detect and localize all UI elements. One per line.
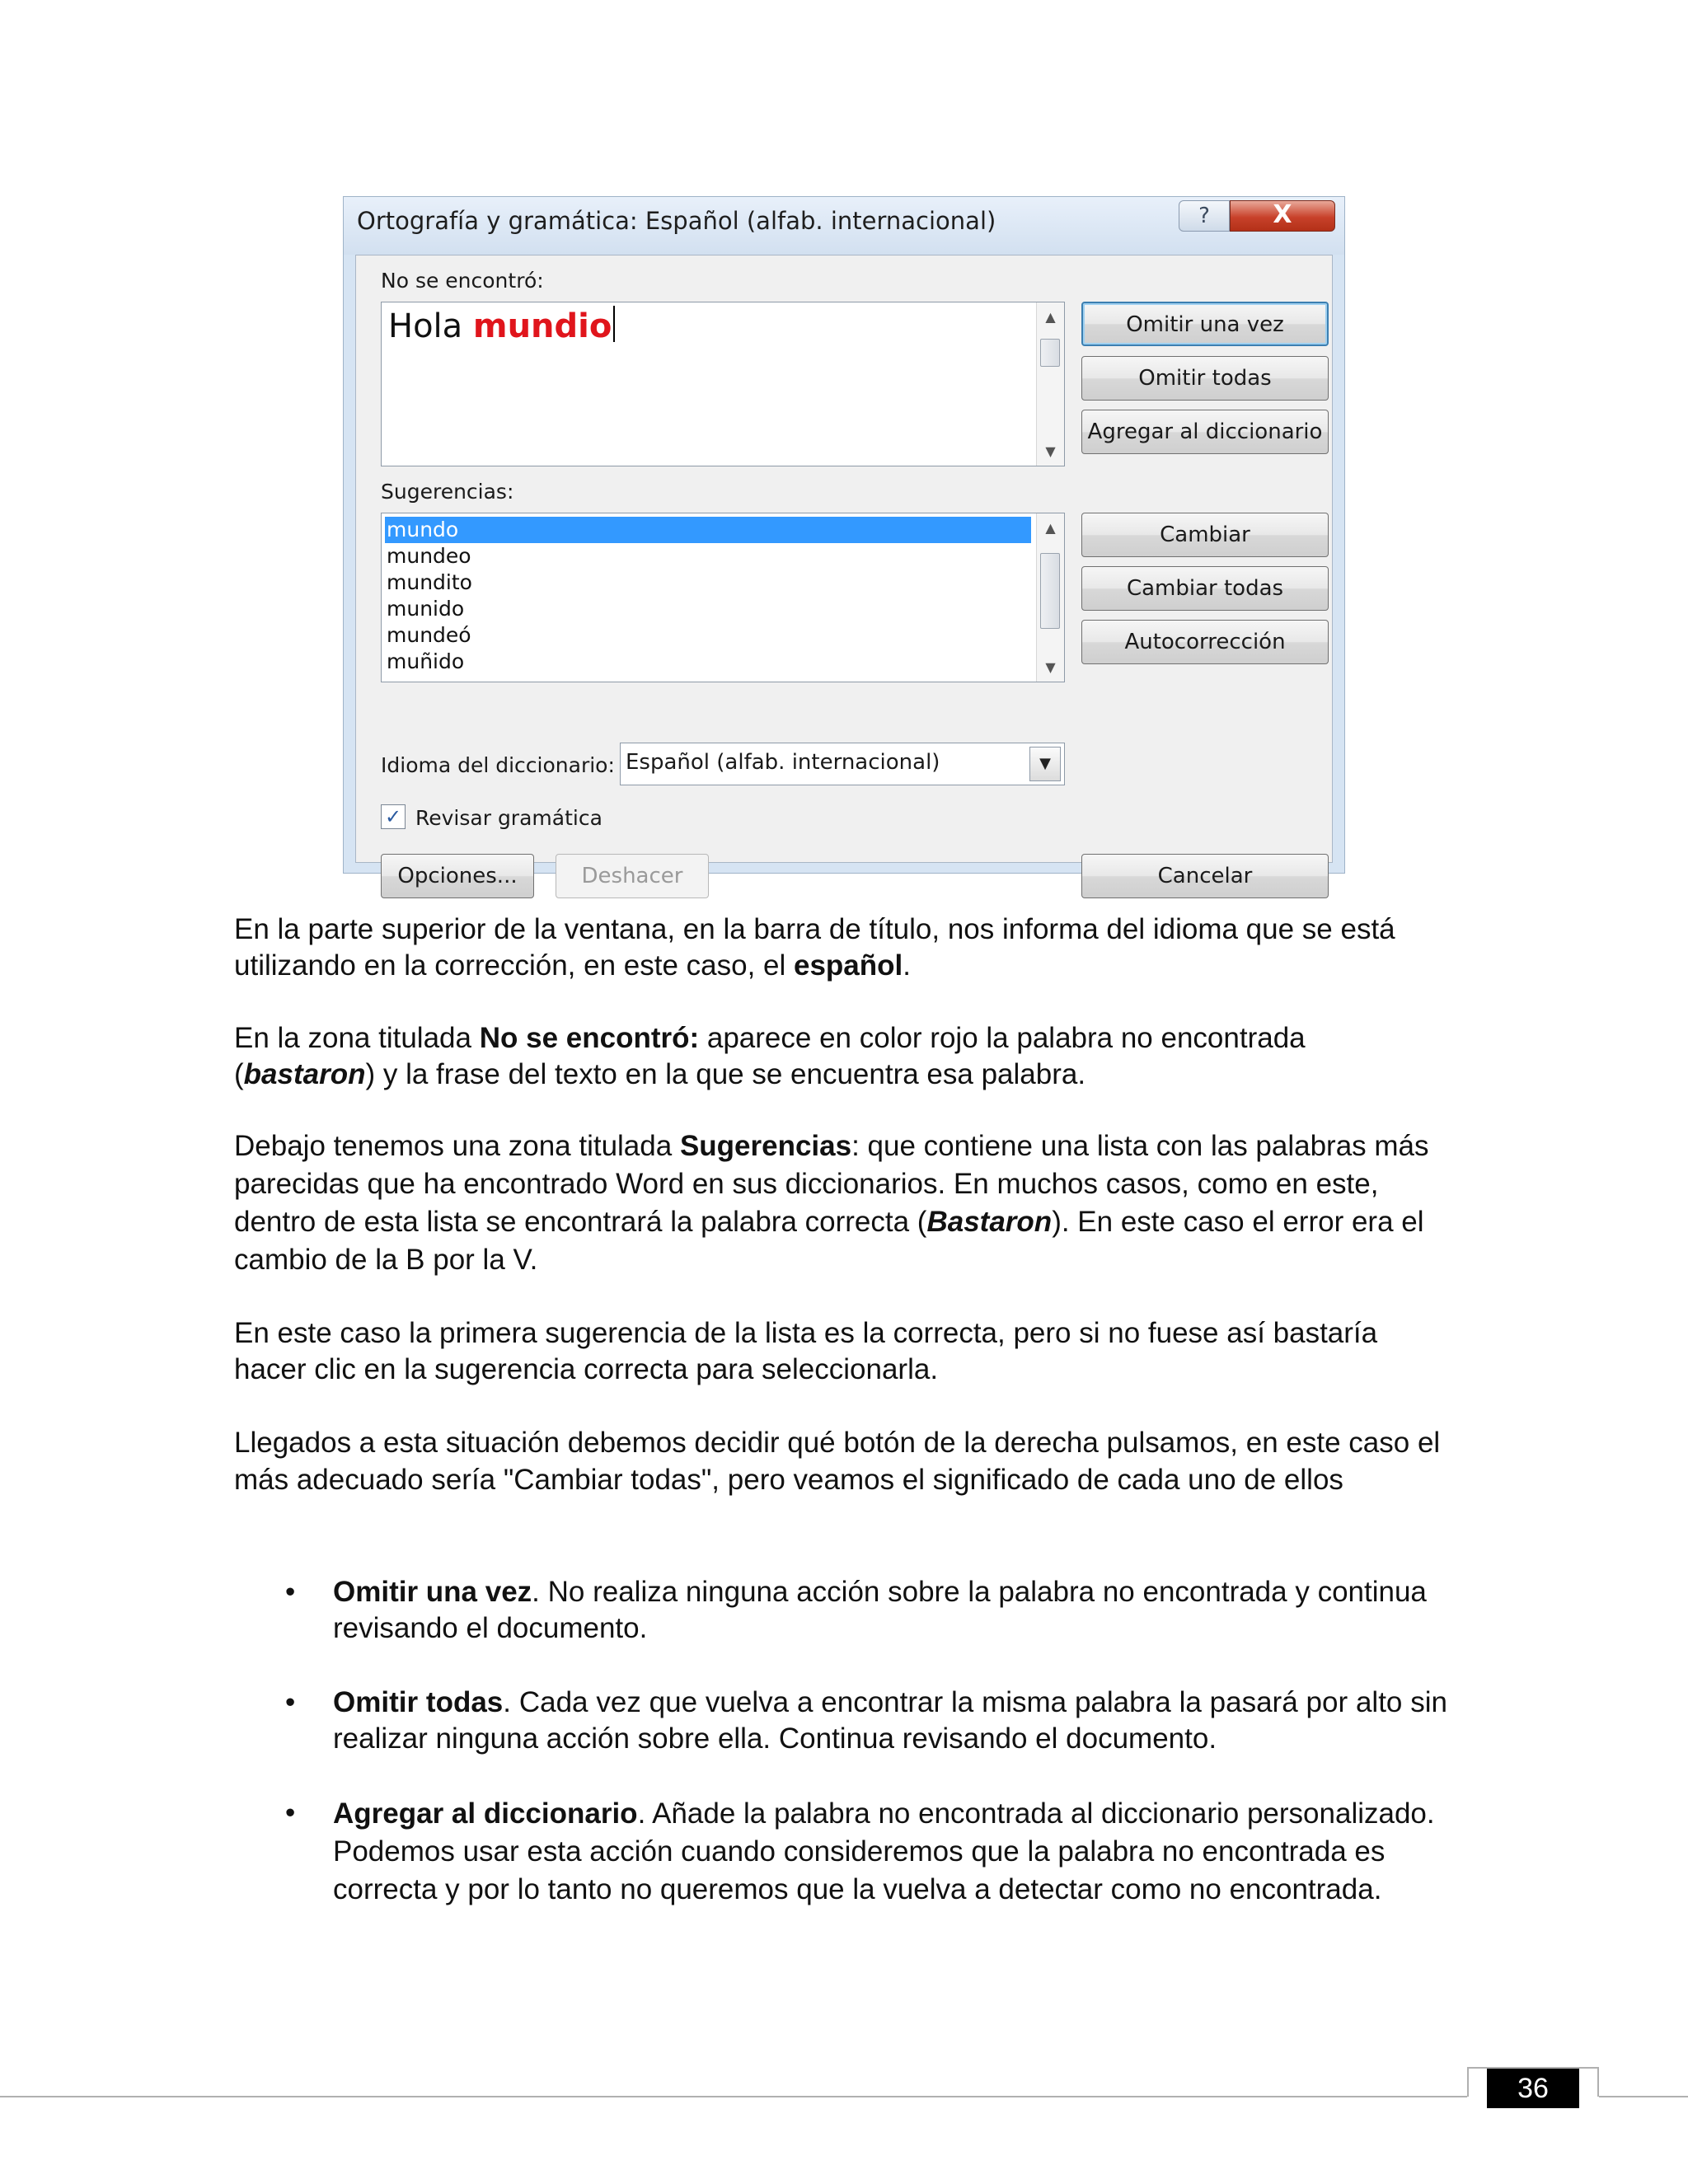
page-number: 36 [1487, 2069, 1579, 2108]
cancel-button[interactable]: Cancelar [1081, 854, 1329, 898]
list-item[interactable]: muñido [387, 649, 465, 673]
grammar-checkbox[interactable]: ✓ [381, 804, 406, 829]
add-to-dictionary-button[interactable]: Agregar al diccionario [1081, 410, 1329, 454]
close-button[interactable] [1230, 200, 1335, 232]
close-icon: X [1273, 200, 1292, 229]
bullet-title: Agregar al diccionario [333, 1797, 638, 1830]
grammar-label: Revisar gramática [415, 806, 603, 830]
sentence-normal: Hola [388, 307, 473, 345]
p2-text-2: aparece en color rojo la palabra no encontrada ( [234, 1022, 1306, 1090]
bullet-text [333, 1795, 1447, 1909]
list-item[interactable]: mundeo [387, 544, 471, 568]
paragraph-2 [234, 1020, 1454, 1093]
dictionary-value: Español (alfab. internacional) [626, 750, 940, 775]
p2-end: ) y la frase del texto en la que se encuentra esa palabra. [365, 1058, 1086, 1090]
suggestions-list[interactable] [381, 513, 1065, 682]
scroll-down-icon[interactable]: ▼ [1045, 659, 1056, 675]
bullet-body: . Cada vez que vuelva a encontrar la misma palabra la pasará por alto sin realizar ninguna acción sobre ella. Continua revisando el documento. [333, 1686, 1447, 1755]
textbox-scrollbar[interactable] [1036, 302, 1064, 466]
p4-text: En este caso la primera sugerencia de la lista es la correcta, pero si no fuese así bastaría hacer clic en la sugerencia correcta para seleccionarla. [234, 1317, 1378, 1385]
autocorrect-button[interactable]: Autocorrección [1081, 620, 1329, 664]
dictionary-label: Idioma del diccionario: [381, 753, 615, 777]
not-found-sentence [388, 306, 615, 345]
p2-text: En la zona titulada [234, 1022, 480, 1054]
bullet-icon: • [285, 1686, 296, 1718]
bullet-icon: • [285, 1797, 296, 1829]
not-found-textbox[interactable] [381, 302, 1065, 466]
bullet-body: . No realiza ninguna acción sobre la palabra no encontrada y continua revisando el documento. [333, 1576, 1427, 1644]
scroll-up-icon[interactable]: ▲ [1045, 309, 1056, 325]
paragraph-1 [234, 912, 1454, 984]
footer-rule [0, 2096, 1467, 2097]
bullet-body: . Añade la palabra no encontrada al diccionario personalizado. Podemos usar esta acción cuando consideremos que la palabra no encontrada es correcta y por lo tanto no queremos que la vuelva a detectar como no encontrada. [333, 1797, 1435, 1905]
dialog-titlebar [344, 197, 1344, 255]
spelling-grammar-dialog [343, 196, 1345, 888]
p2-bold: No se encontró: [479, 1022, 700, 1054]
list-item[interactable]: mundito [387, 570, 472, 594]
ignore-once-button[interactable]: Omitir una vez [1081, 302, 1329, 346]
p1-text: En la parte superior de la ventana, en la barra de título, nos informa del idioma que se está utilizando en la corrección, en este caso, el [234, 913, 1395, 982]
text-caret [613, 306, 615, 342]
p3-bold-italic: Bastaron [926, 1206, 1053, 1238]
options-button[interactable]: Opciones... [381, 854, 534, 898]
dictionary-select[interactable] [620, 743, 1065, 785]
scroll-thumb[interactable] [1040, 553, 1060, 629]
ignore-all-button[interactable]: Omitir todas [1081, 356, 1329, 401]
dialog-client [355, 255, 1333, 888]
p5-text: Llegados a esta situación debemos decidir qué botón de la derecha pulsamos, en este caso el más adecuado sería "Cambiar todas", pero veamos el significado de cada uno de ellos [234, 1427, 1441, 1496]
p1-bold: español [794, 949, 903, 982]
paragraph-3 [234, 1127, 1454, 1279]
scroll-up-icon[interactable]: ▲ [1045, 520, 1056, 536]
p1-end: . [903, 949, 911, 982]
bullet-text [333, 1574, 1447, 1647]
list-item[interactable]: mundo [385, 517, 1031, 543]
bullet-icon: • [285, 1576, 296, 1608]
footer-rule-right [1599, 2096, 1688, 2097]
bullet-title: Omitir todas [333, 1686, 504, 1718]
p3-bold: Sugerencias [679, 1130, 852, 1162]
change-button[interactable]: Cambiar [1081, 513, 1329, 557]
undo-button: Deshacer [556, 854, 709, 898]
suggestions-label: Sugerencias: [381, 480, 514, 504]
help-button[interactable] [1179, 200, 1230, 232]
misspelled-word: mundio [472, 307, 612, 345]
p2-bold-italic: bastaron [243, 1058, 366, 1090]
help-icon: ? [1198, 204, 1210, 228]
not-found-label: No se encontró: [381, 269, 544, 293]
paragraph-5 [234, 1424, 1454, 1498]
list-item[interactable]: mundeó [387, 623, 471, 647]
scroll-down-icon[interactable]: ▼ [1045, 443, 1056, 459]
p3-text: Debajo tenemos una zona titulada [234, 1130, 680, 1162]
chevron-down-icon[interactable]: ▼ [1029, 747, 1061, 781]
suggestions-scrollbar[interactable] [1036, 513, 1064, 682]
change-all-button[interactable]: Cambiar todas [1081, 566, 1329, 611]
p3-end: ). En este caso el error era el cambio de la B por la V. [234, 1206, 1424, 1276]
paragraph-4 [234, 1315, 1454, 1388]
list-item[interactable]: munido [387, 597, 465, 621]
bullet-text [333, 1685, 1447, 1757]
bullet-title: Omitir una vez [333, 1576, 532, 1608]
p3-text-2: : que contiene una lista con las palabras más parecidas que ha encontrado Word en sus diccionarios. En muchos casos, como en este, dentro de esta lista se encontrará la palabra correcta ( [234, 1130, 1429, 1238]
scroll-thumb[interactable] [1040, 339, 1060, 367]
dialog-title: Ortografía y gramática: Español (alfab. internacional) [357, 207, 996, 235]
